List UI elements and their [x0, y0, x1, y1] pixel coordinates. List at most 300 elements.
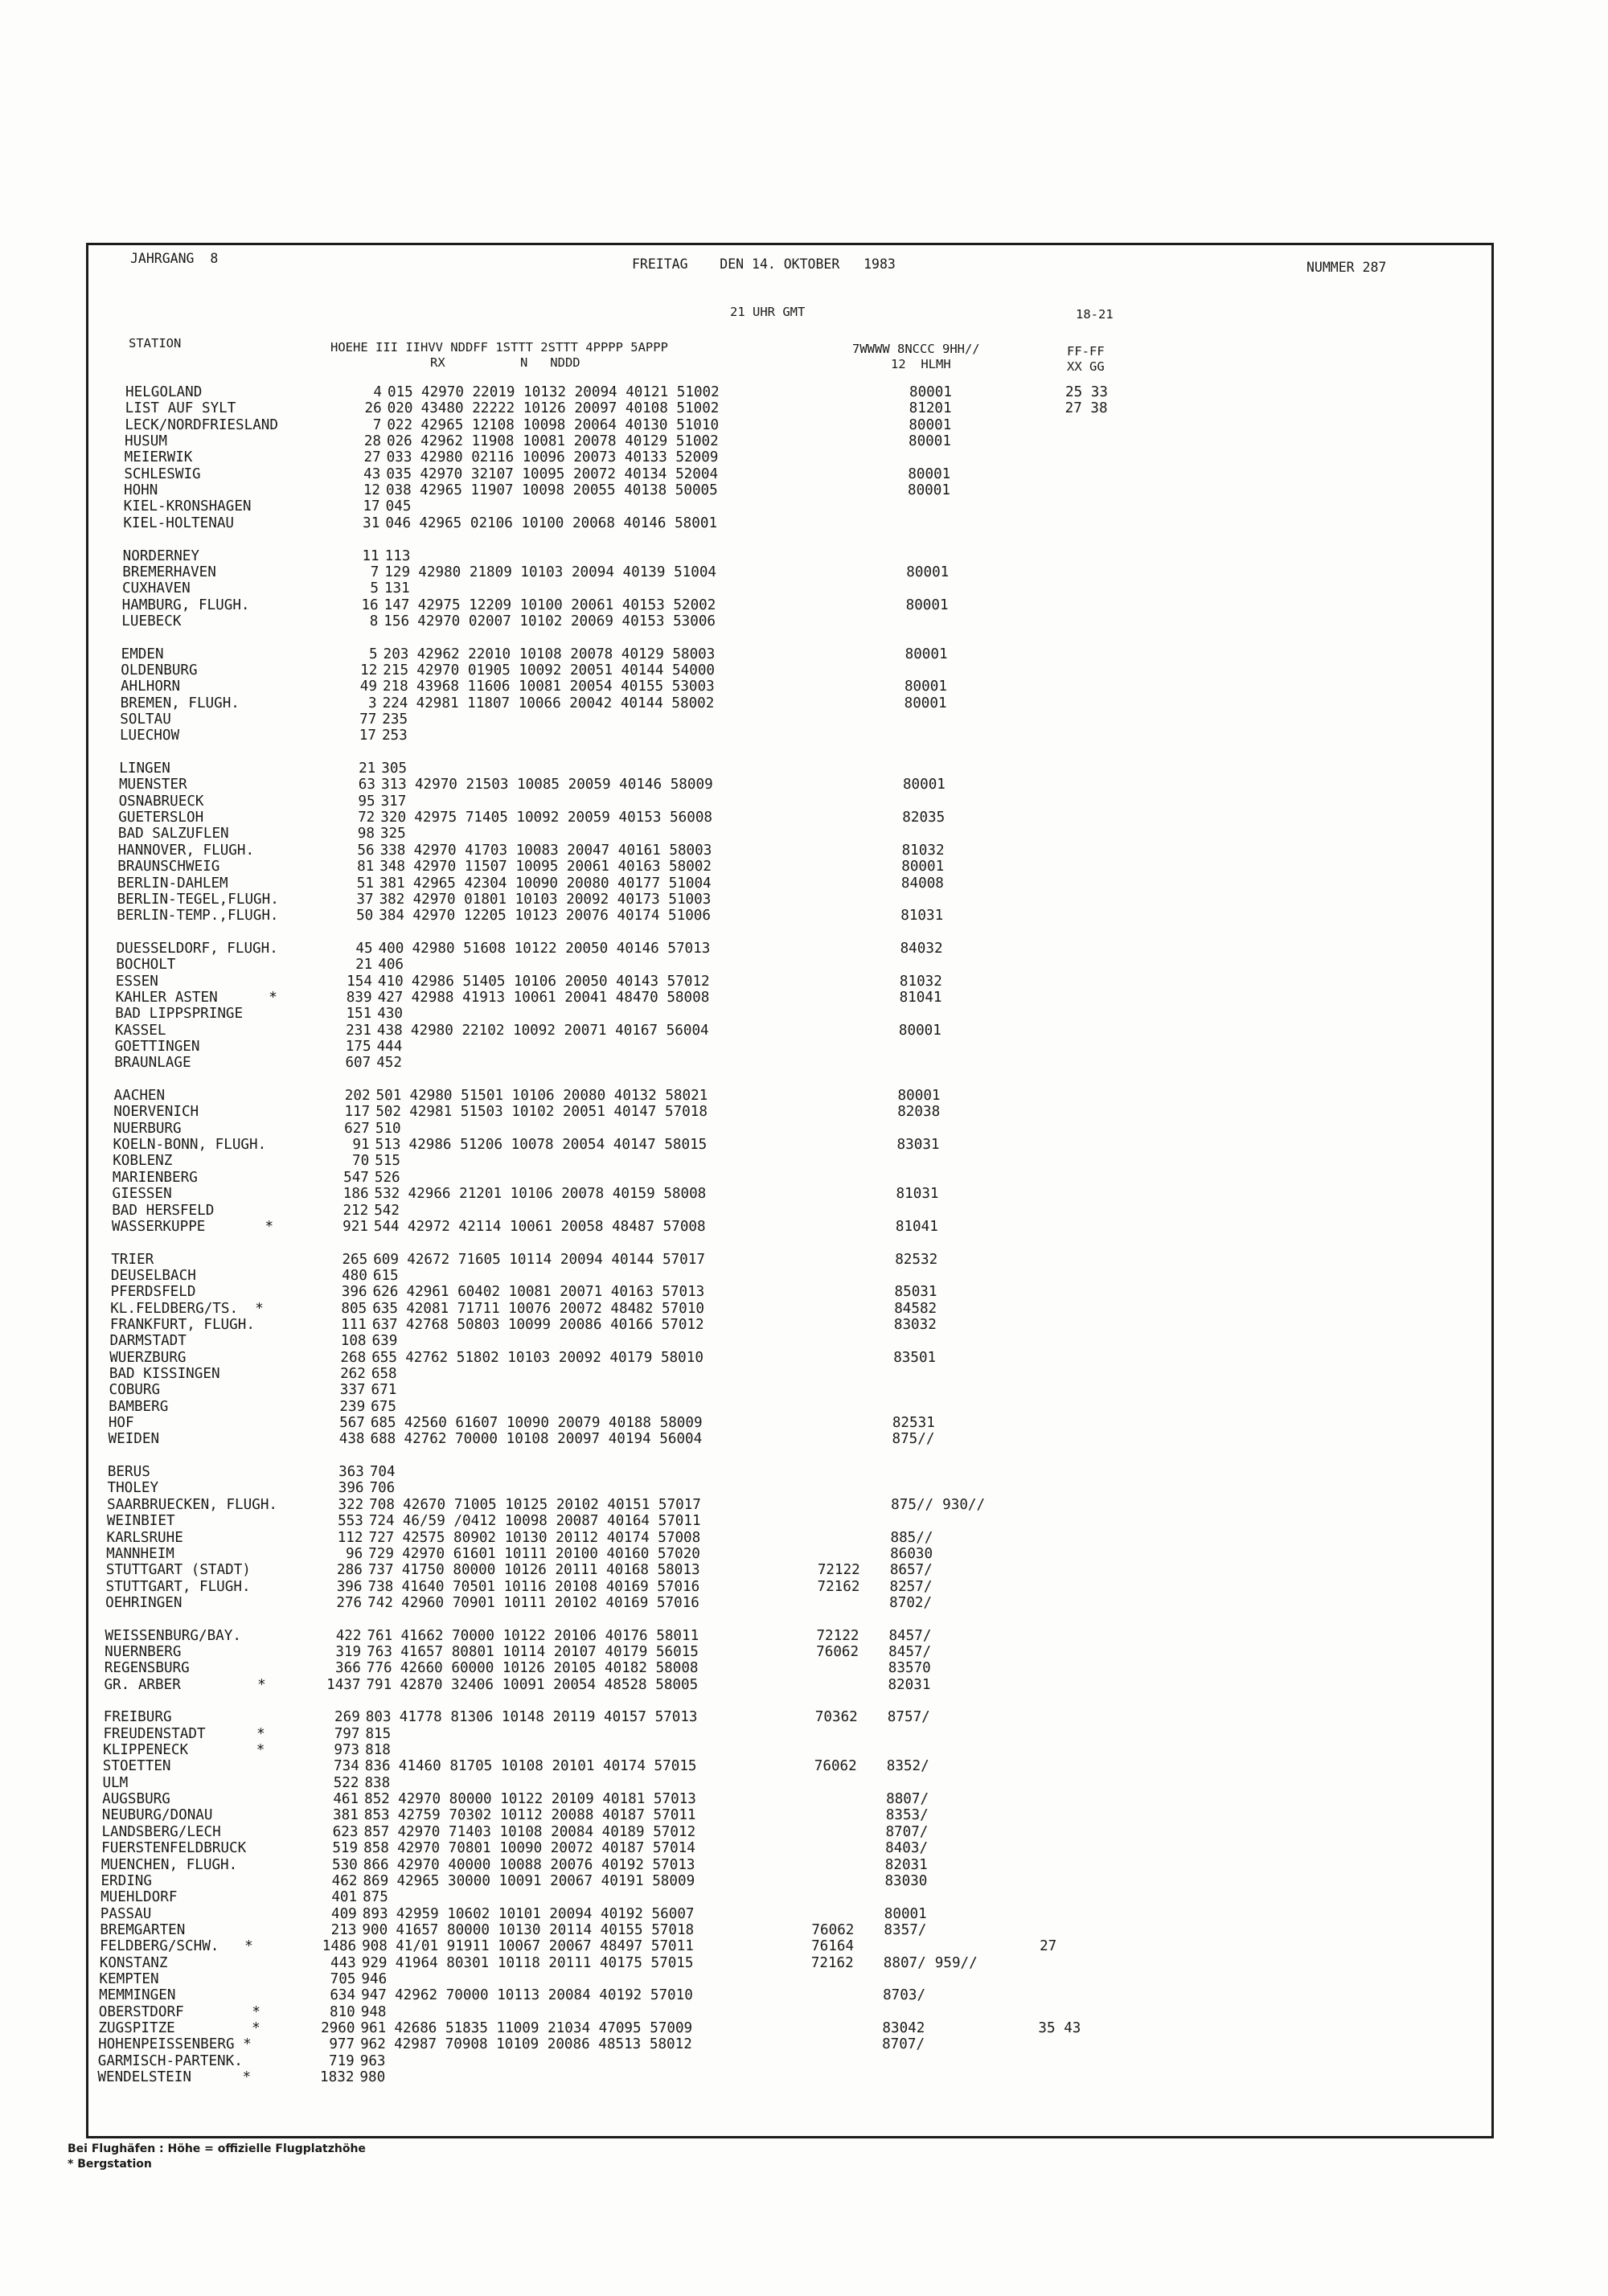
group-8nccc: 82038	[897, 1104, 941, 1121]
station-height: 1832	[320, 2069, 355, 2086]
station-height: 51	[356, 875, 374, 892]
table-row	[0, 1677, 1608, 1693]
station-name: BAD SALZUFLEN	[117, 826, 229, 843]
station-height: 21	[359, 761, 376, 777]
station-name: OSNABRUECK	[118, 793, 204, 810]
group-8nccc: 80001	[901, 859, 945, 875]
group-8nccc: 82031	[884, 1856, 928, 1873]
table-row	[0, 482, 1608, 498]
station-name: LINGEN	[119, 761, 170, 777]
station-name: DARMSTADT	[109, 1333, 187, 1350]
table-row	[0, 1153, 1608, 1169]
synop-groups: 41778 81306 10148 20119 40157 57013	[399, 1709, 698, 1726]
table-row	[0, 1709, 1608, 1725]
table-row	[0, 1284, 1608, 1300]
station-height: 26	[364, 400, 382, 417]
station-number: 510	[375, 1120, 401, 1137]
station-number: 305	[381, 761, 408, 777]
group-7wwww: 72162	[817, 1578, 860, 1595]
station-name: NEUBURG/DONAU	[101, 1807, 213, 1824]
table-row	[0, 1906, 1608, 1922]
table-row	[0, 1922, 1608, 1938]
ff-column-header: FF-FF	[1067, 344, 1105, 359]
synop-groups: 41750 80000 10126 20111 40168 58013	[401, 1562, 700, 1579]
station-number: 348	[379, 859, 406, 875]
station-height: 17	[359, 728, 376, 744]
station-name: HOF	[108, 1415, 134, 1432]
station-height: 27	[363, 449, 381, 466]
station-number: 313	[380, 777, 407, 793]
station-name: BERUS	[107, 1464, 150, 1481]
group-8nccc: 80001	[905, 597, 949, 613]
synop-groups: 42962 70000 10113 20084 40192 57010	[395, 1987, 693, 2004]
synop-groups: 42965 02106 10100 20068 40146 58001	[419, 515, 718, 531]
jahrgang-label: JAHRGANG 8	[130, 251, 219, 266]
table-row	[0, 1857, 1608, 1873]
synop-groups: 42970 21503 10085 20059 40146 58009	[414, 777, 713, 793]
station-height: 286	[337, 1562, 363, 1579]
station-name: HANNOVER, FLUGH.	[117, 842, 255, 859]
station-name: STOETTEN	[102, 1758, 171, 1775]
station-number: 637	[371, 1316, 398, 1333]
station-number: 947	[361, 1987, 387, 2004]
station-number: 658	[371, 1366, 397, 1382]
table-row	[0, 564, 1608, 580]
station-number: 761	[367, 1627, 393, 1644]
table-row	[0, 957, 1608, 973]
station-name: WEISSENBURG/BAY.	[105, 1627, 241, 1644]
station-name: GOETTINGEN	[114, 1039, 200, 1055]
station-number: 737	[367, 1562, 394, 1579]
station-height: 28	[363, 433, 381, 450]
group-7wwww: 72122	[817, 1562, 860, 1579]
station-name: BERLIN-DAHLEM	[117, 875, 228, 892]
station-name: MUEHLDORF	[100, 1889, 178, 1906]
station-number: 382	[379, 891, 405, 908]
group-column-header: 7WWWW 8NCCC 9HH//	[852, 342, 980, 356]
table-row	[0, 1497, 1608, 1513]
table-row	[0, 1186, 1608, 1202]
synop-groups: 42970 11507 10095 20061 40163 58002	[413, 859, 712, 875]
station-height: 530	[332, 1856, 358, 1873]
synop-groups: 42980 51608 10122 20050 40146 57013	[412, 940, 711, 957]
group-7wwww: 76164	[811, 1938, 855, 1955]
station-name: BOCHOLT	[116, 957, 176, 974]
group-8nccc: 80001	[908, 433, 951, 450]
station-number: 729	[368, 1545, 394, 1562]
group-8nccc: 86030	[890, 1545, 933, 1562]
synop-groups: 42970 01905 10092 20051 40144 54000	[416, 662, 716, 679]
station-number: 131	[384, 580, 410, 597]
station-number: 962	[360, 2036, 386, 2053]
station-height: 396	[338, 1480, 364, 1497]
table-row	[0, 1840, 1608, 1856]
group-8nccc: 81032	[899, 973, 942, 990]
station-number: 639	[371, 1333, 398, 1350]
synop-groups: 42965 11907 10098 20055 40138 50005	[419, 482, 718, 499]
station-height: 70	[352, 1153, 370, 1170]
station-name: AHLHORN	[120, 679, 181, 695]
station-height: 461	[333, 1791, 359, 1808]
station-name: OEHRINGEN	[105, 1594, 183, 1611]
station-number: 022	[387, 416, 413, 433]
station-height: 49	[359, 679, 377, 695]
station-name: THOLEY	[107, 1480, 159, 1497]
station-height: 17	[363, 498, 380, 515]
station-number: 444	[376, 1039, 403, 1055]
station-name: STUTTGART, FLUGH.	[105, 1578, 251, 1595]
station-height: 12	[363, 482, 380, 499]
station-name: ESSEN	[115, 973, 158, 990]
table-row	[0, 810, 1608, 826]
station-name: MARIENBERG	[112, 1169, 198, 1186]
station-height: 212	[343, 1202, 369, 1219]
station-height: 117	[344, 1104, 371, 1121]
station-height: 151	[346, 1006, 372, 1023]
table-row	[0, 466, 1608, 482]
station-name: HOHN	[123, 482, 158, 499]
group-8nccc: 80001	[884, 1905, 927, 1922]
synop-groups: 42975 12209 10100 20061 40153 52002	[417, 597, 716, 613]
station-number: 866	[363, 1856, 389, 1873]
station-height: 401	[331, 1889, 358, 1906]
table-row	[0, 974, 1608, 990]
table-row	[0, 892, 1608, 908]
station-name: LUECHOW	[119, 728, 180, 744]
station-name: WASSERKUPPE *	[111, 1218, 274, 1235]
synop-groups: 42960 70901 10111 20102 40169 57016	[401, 1594, 699, 1611]
table-row	[0, 1873, 1608, 1889]
group-column-subheader: 12 HLMH	[891, 357, 951, 371]
station-height: 231	[346, 1022, 371, 1039]
station-name: KIEL-KRONSHAGEN	[123, 498, 252, 515]
station-number: 900	[362, 1921, 388, 1938]
station-number: 544	[373, 1218, 400, 1235]
station-number: 502	[375, 1104, 401, 1121]
group-8nccc: 80001	[897, 1088, 941, 1105]
table-row	[0, 1301, 1608, 1317]
table-row	[0, 1464, 1608, 1480]
table-row	[0, 1644, 1608, 1660]
table-row	[0, 1350, 1608, 1366]
station-name: KONSTANZ	[99, 1954, 168, 1971]
station-name: NORDERNEY	[122, 547, 199, 564]
code-column-header: HOEHE III IIHVV NDDFF 1STTT 2STTT 4PPPP 5APPP	[330, 340, 668, 355]
station-number: 526	[374, 1169, 400, 1186]
group-8nccc: 80001	[909, 384, 952, 400]
synop-groups: 42961 60402 10081 20071 40163 57013	[406, 1284, 705, 1301]
synop-groups: 42672 71605 10114 20094 40144 57017	[407, 1251, 705, 1268]
group-8nccc: 83042	[882, 2020, 925, 2036]
station-name: PFERDSFELD	[110, 1284, 196, 1301]
station-height: 921	[343, 1218, 368, 1235]
station-name: HOHENPEISSENBERG *	[98, 2036, 252, 2053]
station-name: MEMMINGEN	[99, 1987, 176, 2004]
station-height: 276	[336, 1594, 363, 1611]
station-height: 1486	[322, 1938, 357, 1955]
station-number: 156	[384, 613, 410, 629]
synop-groups: 42575 80902 10130 20112 40174 57008	[402, 1529, 701, 1546]
station-number: 532	[374, 1186, 400, 1203]
table-row	[0, 1366, 1608, 1382]
synop-groups: 42959 10602 10101 20094 40192 56007	[396, 1905, 695, 1922]
station-height: 154	[347, 973, 372, 990]
group-8nccc: 82532	[895, 1251, 938, 1268]
table-row	[0, 1268, 1608, 1284]
station-name: WEIDEN	[108, 1431, 160, 1448]
station-number: 224	[382, 695, 408, 711]
station-name: KIEL-HOLTENAU	[123, 515, 235, 531]
synop-groups: 42970 12205 10123 20076 40174 51006	[412, 908, 711, 925]
wind-gusts: 27 38	[1064, 400, 1108, 417]
station-number: 893	[362, 1905, 388, 1922]
synop-groups: 41662 70000 10122 20106 40176 58011	[400, 1627, 699, 1644]
synop-groups: 42972 42114 10061 20058 48487 57008	[407, 1218, 706, 1235]
group-9hh: 959//	[934, 1954, 978, 1971]
station-number: 738	[367, 1578, 394, 1595]
station-name: EMDEN	[121, 646, 164, 662]
station-height: 462	[331, 1872, 358, 1889]
station-height: 366	[335, 1660, 361, 1677]
group-8nccc: 81041	[899, 989, 942, 1006]
group-8nccc: 8757/	[887, 1709, 930, 1726]
group-8nccc: 80001	[902, 777, 946, 793]
station-name: BREMERHAVEN	[122, 564, 216, 580]
station-height: 839	[346, 989, 372, 1006]
group-8nccc: 80001	[906, 564, 950, 580]
station-name: WENDELSTEIN *	[97, 2069, 252, 2086]
group-8nccc: 80001	[908, 465, 951, 482]
synop-groups: 42987 70908 10109 20086 48513 58012	[394, 2036, 692, 2053]
station-number: 253	[381, 728, 408, 744]
table-row	[0, 1072, 1608, 1088]
table-row	[0, 990, 1608, 1006]
group-8nccc: 8703/	[883, 1987, 926, 2004]
station-height: 5	[369, 646, 378, 662]
station-name: LANDSBERG/LECH	[101, 1823, 221, 1840]
station-height: 438	[338, 1431, 365, 1448]
station-name: OBERSTDORF *	[98, 2003, 261, 2020]
station-name: GR. ARBER *	[104, 1676, 266, 1693]
station-number: 320	[380, 810, 407, 826]
issue-number: NUMMER 287	[1306, 260, 1387, 275]
group-8nccc: 8457/	[888, 1627, 932, 1644]
station-number: 384	[379, 908, 405, 925]
group-8nccc: 83501	[893, 1349, 937, 1366]
station-name: KAHLER ASTEN *	[115, 989, 277, 1006]
synop-groups: 42965 12108 10098 20064 40130 51010	[420, 416, 720, 433]
station-height: 977	[329, 2036, 355, 2053]
station-height: 409	[331, 1905, 357, 1922]
station-height: 553	[338, 1513, 363, 1530]
station-height: 12	[360, 662, 378, 679]
station-name: MEIERWIK	[124, 449, 193, 466]
group-8nccc: 8457/	[888, 1643, 932, 1660]
station-number: 427	[377, 989, 404, 1006]
station-number: 615	[372, 1267, 399, 1284]
station-name: BERLIN-TEMP.,FLUGH.	[117, 908, 279, 925]
table-row	[0, 1333, 1608, 1349]
group-9hh: 930//	[942, 1496, 986, 1513]
station-number: 858	[363, 1840, 389, 1857]
table-row	[0, 1693, 1608, 1709]
station-number: 853	[363, 1807, 390, 1824]
synop-groups: 42981 51503 10102 20051 40147 57018	[409, 1104, 708, 1121]
table-row	[0, 1971, 1608, 1987]
station-number: 215	[383, 662, 409, 679]
station-name: STUTTGART (STADT)	[105, 1562, 251, 1579]
station-number: 671	[371, 1382, 397, 1399]
station-number: 685	[370, 1415, 396, 1432]
station-number: 708	[369, 1496, 395, 1513]
group-8nccc: 80001	[904, 695, 947, 711]
group-8nccc: 84032	[900, 940, 943, 957]
station-number: 033	[386, 449, 412, 466]
table-row	[0, 417, 1608, 433]
synop-groups: 41640 70501 10116 20108 40169 57016	[401, 1578, 700, 1595]
station-name: REGENSBURG	[104, 1660, 190, 1677]
table-row	[0, 433, 1608, 449]
station-number: 515	[375, 1153, 400, 1170]
station-number: 875	[363, 1889, 388, 1906]
synop-groups: 41657 80000 10130 20114 40155 57018	[396, 1921, 695, 1938]
station-height: 45	[355, 940, 373, 957]
table-row	[0, 662, 1608, 679]
station-number: 948	[360, 2003, 387, 2020]
synop-groups: 42980 22102 10092 20071 40167 56004	[410, 1022, 709, 1039]
wind-gusts: 35 43	[1038, 2020, 1081, 2036]
footnote-airports: Bei Flughäfen : Höhe = offizielle Flugplatzhöhe	[68, 2142, 366, 2155]
table-row	[0, 1775, 1608, 1791]
station-number: 410	[377, 973, 404, 990]
station-name: FREIBURG	[103, 1709, 172, 1726]
station-height: 43	[363, 465, 381, 482]
synop-groups: 41460 81705 10108 20101 40174 57015	[398, 1758, 697, 1775]
station-height: 810	[329, 2003, 355, 2020]
group-7wwww: 72162	[810, 1954, 854, 1971]
station-height: 3	[368, 695, 377, 711]
table-row	[0, 925, 1608, 941]
station-number: 980	[359, 2069, 386, 2086]
table-row	[0, 1023, 1608, 1039]
table-row	[0, 695, 1608, 711]
station-number: 400	[378, 940, 404, 957]
station-height: 262	[340, 1366, 366, 1382]
station-height: 480	[342, 1267, 367, 1284]
station-name: FUERSTENFELDBRUCK	[101, 1840, 247, 1857]
table-row	[0, 1579, 1608, 1595]
table-row	[0, 1791, 1608, 1807]
table-row	[0, 859, 1608, 875]
synop-groups: 46/59 /0412 10098 20087 40164 57011	[402, 1513, 701, 1530]
table-row	[0, 629, 1608, 646]
station-name: AUGSBURG	[102, 1791, 170, 1808]
table-row	[0, 646, 1608, 662]
station-height: 363	[338, 1464, 364, 1481]
synop-groups: 42970 41703 10083 20047 40161 58003	[413, 842, 712, 859]
station-number: 129	[384, 564, 411, 580]
station-name: HELGOLAND	[125, 384, 203, 400]
station-name: DUESSELDORF, FLUGH.	[116, 940, 278, 957]
table-row	[0, 1170, 1608, 1186]
table-row	[0, 1219, 1608, 1235]
station-name: HUSUM	[124, 433, 167, 450]
station-number: 961	[360, 2020, 387, 2036]
station-number: 045	[385, 498, 412, 515]
synop-groups: 42962 11908 10081 20078 40129 51002	[420, 433, 719, 450]
station-name: NUERNBERG	[105, 1643, 182, 1660]
station-height: 7	[370, 564, 379, 580]
station-name: LUEBECK	[121, 613, 182, 629]
date-label: FREITAG DEN 14. OKTOBER 1983	[632, 256, 896, 272]
group-8nccc: 8357/	[884, 1921, 927, 1938]
station-number: 675	[371, 1398, 396, 1415]
station-number: 836	[364, 1758, 391, 1775]
station-height: 973	[334, 1742, 360, 1759]
group-8nccc: 8707/	[885, 1823, 929, 1840]
station-name: SCHLESWIG	[124, 465, 201, 482]
station-name: MANNHEIM	[106, 1545, 174, 1562]
station-number: 626	[372, 1284, 399, 1301]
station-height: 705	[330, 1970, 356, 1987]
synop-groups: 41964 80301 10118 20111 40175 57015	[395, 1954, 694, 1971]
station-name: DEUSELBACH	[110, 1267, 196, 1284]
group-8nccc: 8707/	[882, 2036, 925, 2053]
group-8nccc: 8257/	[889, 1578, 933, 1595]
table-row	[0, 1660, 1608, 1676]
table-row	[0, 1889, 1608, 1905]
table-row	[0, 1431, 1608, 1447]
station-height: 519	[332, 1840, 359, 1857]
station-height: 319	[335, 1643, 362, 1660]
station-height: 16	[361, 597, 379, 613]
station-number: 430	[377, 1006, 404, 1023]
station-height: 95	[358, 793, 375, 810]
table-row	[0, 1235, 1608, 1251]
station-height: 186	[343, 1186, 369, 1203]
station-number: 869	[363, 1872, 389, 1889]
station-name: AACHEN	[113, 1088, 166, 1105]
group-8nccc: 81201	[909, 400, 952, 417]
station-number: 857	[363, 1823, 390, 1840]
table-row	[0, 777, 1608, 793]
table-row	[0, 1039, 1608, 1055]
synop-groups: 42970 40000 10088 20076 40192 57013	[396, 1856, 695, 1873]
group-7wwww: 76062	[814, 1758, 857, 1775]
station-name: BREMEN, FLUGH.	[120, 695, 240, 711]
group-7wwww: 76062	[816, 1643, 859, 1660]
station-number: 946	[361, 1970, 388, 1987]
station-name: KASSEL	[114, 1022, 166, 1039]
group-8nccc: 8702/	[889, 1594, 933, 1611]
table-row	[0, 711, 1608, 728]
station-name: KARLSRUHE	[106, 1529, 183, 1546]
table-row	[0, 2036, 1608, 2052]
group-8nccc: 82531	[892, 1415, 935, 1432]
table-row	[0, 1562, 1608, 1578]
group-8nccc: 80001	[907, 482, 950, 499]
synop-groups: 42980 21809 10103 20094 40139 51004	[418, 564, 717, 580]
station-number: 763	[367, 1643, 392, 1660]
station-number: 438	[376, 1022, 403, 1039]
station-height: 268	[340, 1349, 367, 1366]
table-row	[0, 1530, 1608, 1546]
table-row	[0, 531, 1608, 547]
station-number: 963	[359, 2052, 386, 2069]
station-number: 929	[361, 1954, 388, 1971]
station-name: BRAUNLAGE	[114, 1055, 191, 1072]
table-row	[0, 1628, 1608, 1644]
